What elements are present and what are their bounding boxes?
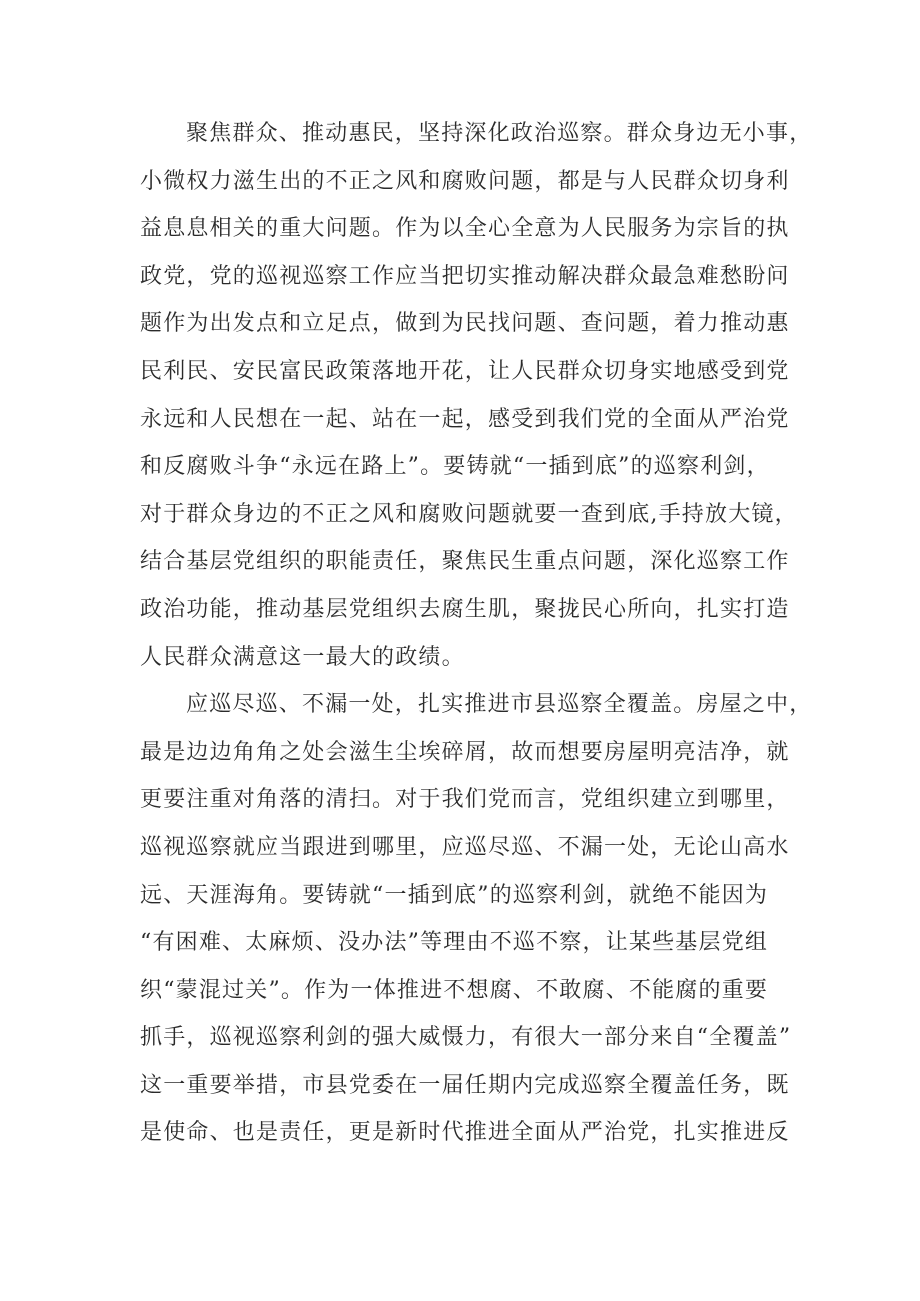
paragraph-1-line-10: 结合基层党组织的职能责任，聚焦民生重点问题，深化巡察工作 xyxy=(140,549,790,575)
paragraph-2-line-9: 这一重要举措，市县党委在一届任期内完成巡察全覆盖任务，既 xyxy=(140,1072,790,1098)
paragraph-2-line-6: “有困难、太麻烦、没办法”等理由不巡不察，让某些基层党组 xyxy=(140,930,769,956)
paragraph-1-line-12: 人民群众满意这一最大的政绩。 xyxy=(140,644,465,670)
paragraph-2-line-10: 是使命、也是责任，更是新时代推进全面从严治党，扎实推进反 xyxy=(140,1120,790,1146)
paragraph-2-line-2: 最是边边角角之处会滋生尘埃碎屑，故而想要房屋明亮洁净，就 xyxy=(140,739,790,765)
paragraph-2-line-8: 抓手，巡视巡察利剑的强大威慑力，有很大一部分来自“全覆盖” xyxy=(140,1025,792,1051)
paragraph-1-line-1: 聚焦群众、推动惠民，坚持深化政治巡察。群众身边无小事， xyxy=(186,121,813,146)
paragraph-2-line-1: 应巡尽巡、不漏一处，扎实推进市县巡察全覆盖。房屋之中， xyxy=(186,692,813,718)
paragraph-2-line-3: 更要注重对角落的清扫。对于我们党而言，党组织建立到哪里， xyxy=(140,787,790,813)
paragraph-1-line-9: 对于群众身边的不正之风和腐败问题就要一查到底,手持放大镜， xyxy=(140,501,798,527)
paragraph-1-line-8: 和反腐败斗争“永远在路上”。要铸就“一插到底”的巡察利剑， xyxy=(140,454,770,480)
paragraph-1-line-3: 益息息相关的重大问题。作为以全心全意为人民服务为宗旨的执 xyxy=(140,216,790,242)
paragraph-1-line-4: 政党，党的巡视巡察工作应当把切实推动解决群众最急难愁盼问 xyxy=(140,263,790,289)
document-body xyxy=(140,110,813,1157)
paragraph-1-line-2: 小微权力滋生出的不正之风和腐败问题，都是与人民群众切身利 xyxy=(140,168,790,194)
paragraph-2 xyxy=(140,681,813,1157)
paragraph-1-line-7: 永远和人民想在一起、站在一起，感受到我们党的全面从严治党 xyxy=(140,406,790,432)
paragraph-2-line-4: 巡视巡察就应当跟进到哪里，应巡尽巡、不漏一处，无论山高水 xyxy=(140,834,790,860)
paragraph-2-line-5: 远、天涯海角。要铸就“一插到底”的巡察利剑，就绝不能因为 xyxy=(140,882,769,908)
paragraph-2-line-7: 织“蒙混过关”。作为一体推进不想腐、不敢腐、不能腐的重要 xyxy=(140,977,769,1003)
paragraph-1-line-6: 民利民、安民富民政策落地开花，让人民群众切身实地感受到党 xyxy=(140,358,790,384)
paragraph-1-line-5: 题作为出发点和立足点，做到为民找问题、查问题，着力推动惠 xyxy=(140,311,790,337)
paragraph-1 xyxy=(140,110,813,681)
paragraph-1-line-11: 政治功能，推动基层党组织去腐生肌，聚拢民心所向，扎实打造 xyxy=(140,596,790,622)
